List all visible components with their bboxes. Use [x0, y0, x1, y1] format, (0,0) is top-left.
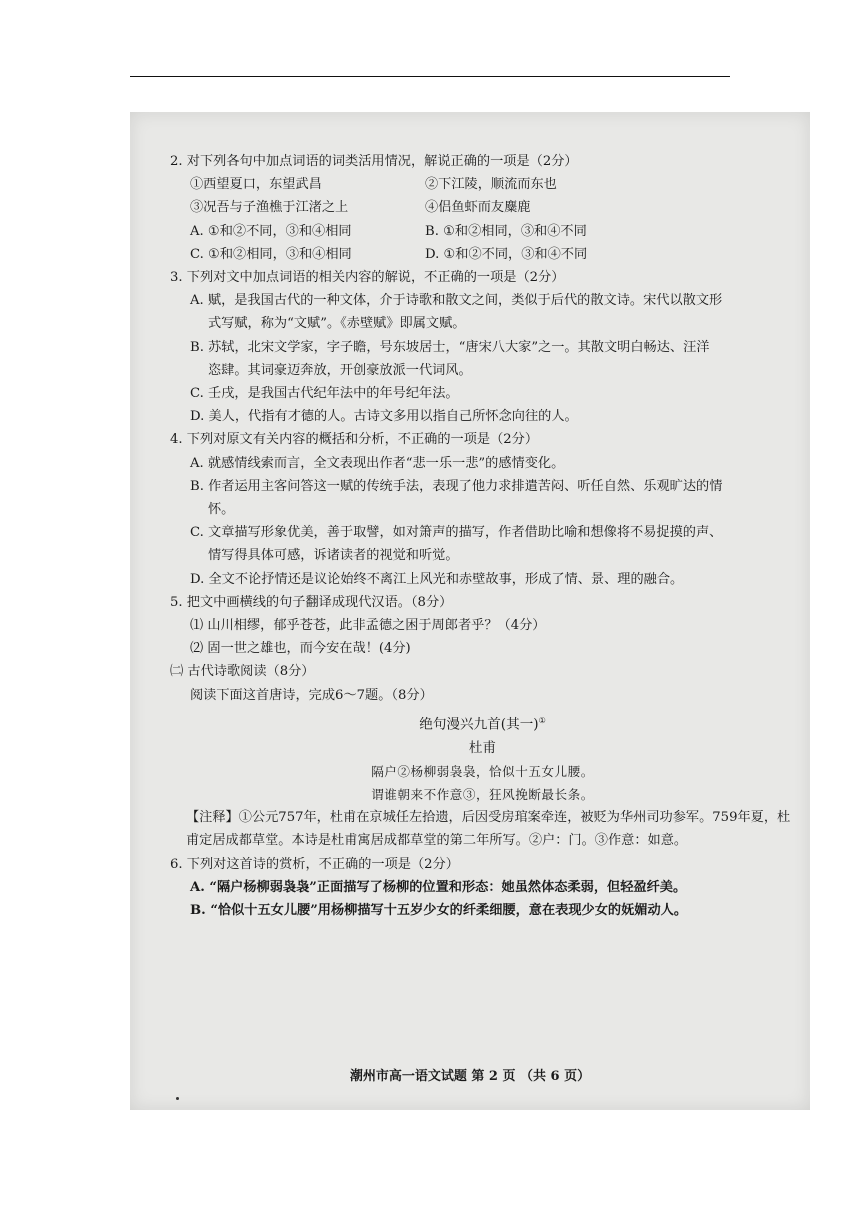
q2-options-row2	[170, 243, 795, 266]
q2-item-1: ①西望夏口，东望武昌	[190, 177, 322, 193]
q2-item-2: ②下江陵，顺流而东也	[425, 177, 557, 193]
page-footer: 潮州市高一语文试题 第 2 页 （共 6 页）	[349, 1069, 591, 1084]
q2-option-c: C. ①和②相同，③和④相同	[190, 246, 352, 262]
poem-author: 杜甫	[468, 739, 497, 756]
poem-title-footnote: ①	[538, 715, 546, 725]
q4-option-c-cont: 情写得具体可感，诉诸读者的视觉和听觉。	[208, 548, 459, 564]
q3-option-d: D. 美人，代指有才德的人。古诗文多用以指自己所怀念向往的人。	[190, 409, 578, 425]
q2-option-d: D. ①和②不同，③和④不同	[425, 246, 588, 262]
poem-line-1: 隔户②杨柳弱袅袅，恰似十五女儿腰。	[371, 763, 594, 779]
scanned-page	[130, 112, 810, 1110]
q5-stem: 5. 把文中画横线的句子翻译成现代汉语。（8分）	[170, 594, 453, 610]
q4-option-a: A. 就感情线索而言，全文表现出作者“悲一乐一悲”的感情变化。	[190, 455, 565, 471]
q2-items-row2	[170, 196, 795, 219]
q5-sentence-1: ⑴ 山川相缪，郁乎苍苍，此非孟德之困于周郎者乎？（4分）	[190, 618, 546, 634]
q3-option-b: B. 苏轼，北宋文学家，字子瞻，号东坡居士，“唐宋八大家”之一。其散文明白畅达、汪洋	[190, 339, 710, 355]
q2-item-4: ④侣鱼虾而友麋鹿	[425, 200, 531, 216]
q6-option-a: A. “隔户杨柳弱袅袅”正面描写了杨柳的位置和形态：她虽然体态柔弱，但轻盈纤美。	[190, 879, 687, 895]
q4-stem: 4. 下列对原文有关内容的概括和分析，不正确的一项是（2分）	[170, 432, 539, 448]
poem-title: 绝句漫兴九首(其一)①	[419, 715, 546, 733]
q4-option-c: C. 文章描写形象优美，善于取譬，如对箫声的描写，作者借助比喻和想像将不易捉摸的声、	[190, 525, 723, 541]
scan-speck	[176, 1097, 179, 1100]
q4-option-b-cont: 怀。	[208, 502, 235, 518]
exam-content	[170, 150, 795, 922]
q3-option-b-cont: 恣肆。其词豪迈奔放，开创豪放派一代词风。	[208, 362, 472, 378]
q6-stem: 6. 下列对这首诗的赏析，不正确的一项是（2分）	[170, 856, 459, 872]
section-intro: 阅读下面这首唐诗，完成6～7题。（8分）	[190, 687, 433, 703]
q2-options-row1	[170, 220, 795, 243]
q4-option-b: B. 作者运用主客问答这一赋的传统手法，表现了他力求排遣苦闷、听任自然、乐观旷达的情	[190, 478, 723, 494]
q5-sentence-2: ⑵ 固一世之雄也，而今安在哉！(4分)	[190, 641, 411, 657]
q3-option-a-cont: 式写赋，称为“文赋”。《赤壁赋》即属文赋。	[208, 316, 466, 332]
poem-note: 【注释】①公元757年，杜甫在京城任左拾遗，后因受房琯案牵连，被贬为华州司功参军。759年夏，杜甫定居成都草堂。本诗是杜甫寓居成都草堂的第二年所写。②户：门。③作意：如意。	[186, 810, 791, 849]
q2-item-3: ③况吾与子渔樵于江渚之上	[190, 200, 349, 216]
section-heading: ㈡ 古代诗歌阅读（8分）	[170, 664, 315, 680]
q3-option-a: A. 赋，是我国古代的一种文体，介于诗歌和散文之间，类似于后代的散文诗。宋代以散文形	[190, 293, 723, 309]
header-rule	[130, 76, 730, 77]
q4-option-d: D. 全文不论抒情还是议论始终不离江上风光和赤壁故事，形成了情、景、理的融合。	[190, 571, 684, 587]
q3-option-c: C. 壬戌，是我国古代纪年法中的年号纪年法。	[190, 386, 459, 402]
q2-option-b: B. ①和②相同，③和④不同	[425, 223, 587, 239]
q6-option-b: B. “恰似十五女儿腰”用杨柳描写十五岁少女的纤柔细腰，意在表现少女的妩媚动人。	[190, 903, 688, 919]
q3-stem: 3. 下列对文中加点词语的相关内容的解说，不正确的一项是（2分）	[170, 270, 565, 286]
q2-items-row1	[170, 173, 795, 196]
q2-option-a: A. ①和②不同，③和④相同	[190, 223, 352, 239]
poem-line-2: 谓谁朝来不作意③，狂风挽断最长条。	[371, 787, 594, 803]
q2-stem: 2. 对下列各句中加点词语的词类活用情况，解说正确的一项是（2分）	[170, 154, 578, 169]
